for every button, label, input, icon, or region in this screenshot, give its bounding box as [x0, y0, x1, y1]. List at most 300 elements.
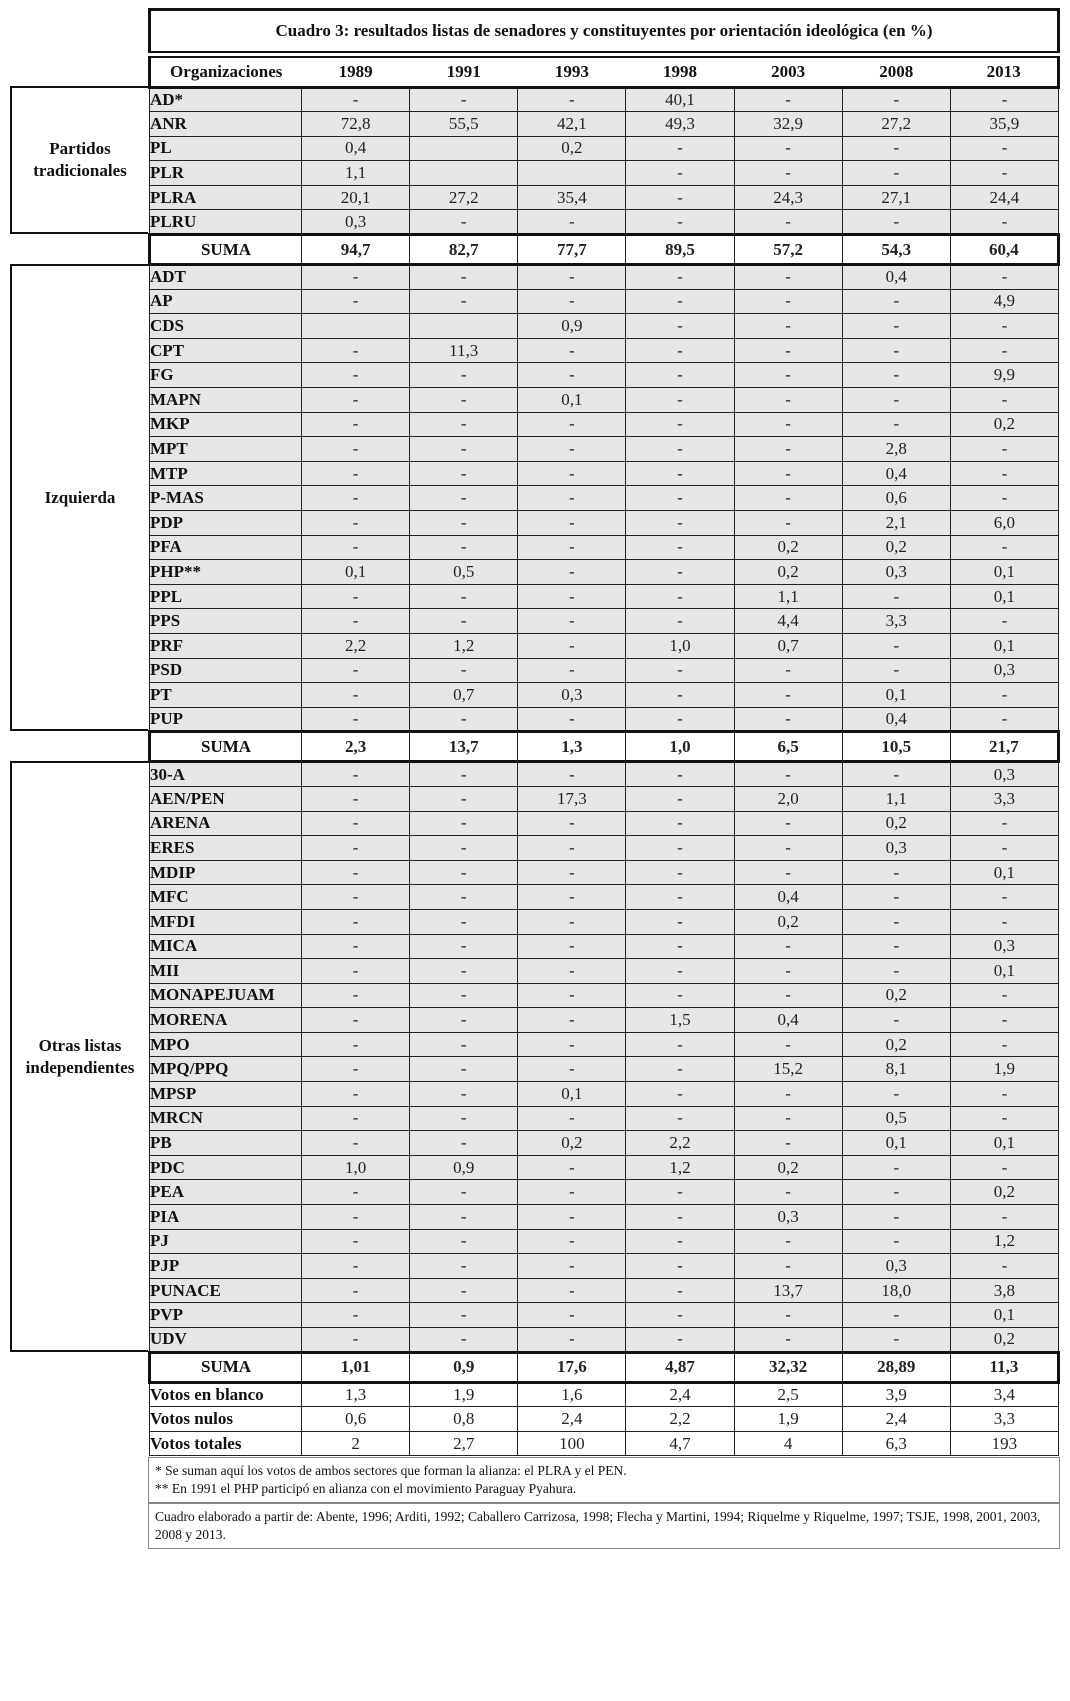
value-cell: - — [734, 1180, 842, 1205]
value-cell: 9,9 — [950, 363, 1058, 388]
value-cell: 8,1 — [842, 1057, 950, 1082]
value-cell: - — [626, 683, 734, 708]
value-cell: - — [410, 1057, 518, 1082]
value-cell: - — [950, 1008, 1058, 1033]
value-cell: - — [302, 388, 410, 413]
value-cell: - — [950, 87, 1058, 112]
org-cell: PB — [150, 1131, 302, 1156]
value-cell: - — [842, 584, 950, 609]
org-cell: Votos totales — [150, 1431, 302, 1456]
value-cell: - — [518, 560, 626, 585]
value-cell: 0,9 — [410, 1155, 518, 1180]
value-cell: 27,2 — [410, 185, 518, 210]
value-cell: - — [302, 1303, 410, 1328]
value-cell: - — [410, 461, 518, 486]
value-cell: - — [734, 1303, 842, 1328]
org-cell: MPSP — [150, 1082, 302, 1107]
header-year: 1989 — [302, 57, 410, 87]
header-row — [150, 57, 1059, 87]
value-cell: - — [626, 486, 734, 511]
value-cell: - — [842, 87, 950, 112]
suma-row — [150, 732, 1059, 762]
org-cell: ERES — [150, 836, 302, 861]
value-cell: - — [626, 1082, 734, 1107]
value-cell: - — [518, 535, 626, 560]
value-cell: - — [410, 1328, 518, 1353]
value-cell: - — [950, 486, 1058, 511]
table-row — [150, 885, 1059, 910]
value-cell: - — [842, 161, 950, 186]
header-year: 1993 — [518, 57, 626, 87]
value-cell: - — [842, 885, 950, 910]
table-row — [150, 289, 1059, 314]
header-year: 2003 — [734, 57, 842, 87]
org-cell: PVP — [150, 1303, 302, 1328]
value-cell: - — [410, 535, 518, 560]
value-cell: 0,1 — [950, 1303, 1058, 1328]
value-cell: - — [626, 1180, 734, 1205]
value-cell: - — [626, 1205, 734, 1230]
value-cell: - — [410, 934, 518, 959]
value-cell: - — [302, 836, 410, 861]
value-cell: 0,2 — [734, 560, 842, 585]
org-cell: PRF — [150, 633, 302, 658]
table-row — [150, 1205, 1059, 1230]
org-cell: CPT — [150, 338, 302, 363]
table-row — [150, 1106, 1059, 1131]
value-cell: - — [302, 437, 410, 462]
table-row — [150, 1229, 1059, 1254]
org-cell: AP — [150, 289, 302, 314]
value-cell: - — [950, 461, 1058, 486]
value-cell: - — [626, 363, 734, 388]
value-cell: - — [302, 1106, 410, 1131]
table-row — [150, 786, 1059, 811]
table-row — [150, 860, 1059, 885]
value-cell: 4 — [734, 1431, 842, 1456]
value-cell: 0,2 — [950, 1180, 1058, 1205]
value-cell: - — [626, 762, 734, 787]
table-row — [150, 1131, 1059, 1156]
value-cell: 13,7 — [410, 732, 518, 762]
value-cell: - — [950, 265, 1058, 290]
value-cell: 2,2 — [626, 1131, 734, 1156]
org-cell: PLRA — [150, 185, 302, 210]
org-cell: MFC — [150, 885, 302, 910]
value-cell: - — [518, 1328, 626, 1353]
value-cell: 32,9 — [734, 112, 842, 137]
value-cell: - — [626, 1032, 734, 1057]
value-cell: - — [950, 707, 1058, 732]
value-cell: 0,4 — [842, 461, 950, 486]
footnote-2: ** En 1991 el PHP participó en alianza con el movimiento Paraguay Pyahura. — [155, 1481, 577, 1496]
value-cell: - — [518, 983, 626, 1008]
org-cell: PFA — [150, 535, 302, 560]
table-row — [150, 1328, 1059, 1353]
table-row — [150, 412, 1059, 437]
header-year: 2008 — [842, 57, 950, 87]
value-cell: 4,7 — [626, 1431, 734, 1456]
value-cell: 0,8 — [410, 1407, 518, 1432]
value-cell: 4,9 — [950, 289, 1058, 314]
value-cell: - — [518, 486, 626, 511]
value-cell: - — [734, 486, 842, 511]
org-cell: 30-A — [150, 762, 302, 787]
table-row — [150, 338, 1059, 363]
value-cell: 4,4 — [734, 609, 842, 634]
value-cell: - — [626, 707, 734, 732]
value-cell: - — [842, 1303, 950, 1328]
value-cell: - — [950, 1205, 1058, 1230]
value-cell: - — [518, 363, 626, 388]
value-cell: - — [626, 388, 734, 413]
value-cell: 0,9 — [518, 314, 626, 339]
value-cell: - — [734, 658, 842, 683]
value-cell: - — [410, 909, 518, 934]
value-cell: - — [302, 535, 410, 560]
table-row — [150, 388, 1059, 413]
value-cell: 35,4 — [518, 185, 626, 210]
value-cell: - — [950, 609, 1058, 634]
org-cell: PLRU — [150, 210, 302, 235]
value-cell: 11,3 — [410, 338, 518, 363]
value-cell: 4,87 — [626, 1352, 734, 1382]
value-cell: - — [410, 388, 518, 413]
value-cell: - — [626, 786, 734, 811]
value-cell: 0,3 — [950, 934, 1058, 959]
org-cell: ADT — [150, 265, 302, 290]
table-row — [150, 363, 1059, 388]
value-cell: - — [842, 1205, 950, 1230]
value-cell: - — [734, 289, 842, 314]
value-cell: - — [518, 1303, 626, 1328]
value-cell: - — [626, 338, 734, 363]
group-label-partidos-tradicionales: Partidos tradicionales — [10, 86, 148, 234]
value-cell: 6,3 — [842, 1431, 950, 1456]
value-cell: - — [410, 1032, 518, 1057]
value-cell: - — [302, 983, 410, 1008]
value-cell: - — [950, 210, 1058, 235]
org-cell: SUMA — [150, 1352, 302, 1382]
value-cell: - — [842, 1180, 950, 1205]
value-cell: - — [950, 314, 1058, 339]
value-cell: - — [518, 1155, 626, 1180]
value-cell: - — [410, 1082, 518, 1107]
value-cell: 0,1 — [950, 1131, 1058, 1156]
value-cell: - — [626, 584, 734, 609]
value-cell: 0,4 — [302, 136, 410, 161]
value-cell: 0,2 — [734, 1155, 842, 1180]
org-cell: MPO — [150, 1032, 302, 1057]
org-cell: MFDI — [150, 909, 302, 934]
value-cell: 0,4 — [842, 707, 950, 732]
table-row — [150, 658, 1059, 683]
table-row — [150, 265, 1059, 290]
org-cell: Votos en blanco — [150, 1382, 302, 1407]
value-cell: - — [410, 363, 518, 388]
value-cell: - — [410, 1278, 518, 1303]
value-cell: 0,2 — [842, 1032, 950, 1057]
value-cell: 2 — [302, 1431, 410, 1456]
value-cell: 3,3 — [950, 1407, 1058, 1432]
value-cell: 0,2 — [734, 909, 842, 934]
org-cell: FG — [150, 363, 302, 388]
value-cell: 0,3 — [842, 560, 950, 585]
org-cell: MORENA — [150, 1008, 302, 1033]
value-cell: - — [302, 1131, 410, 1156]
value-cell: - — [734, 363, 842, 388]
value-cell: - — [410, 584, 518, 609]
value-cell: 0,5 — [410, 560, 518, 585]
value-cell: - — [842, 1155, 950, 1180]
value-cell: - — [518, 885, 626, 910]
value-cell: 2,4 — [626, 1382, 734, 1407]
value-cell: - — [950, 1155, 1058, 1180]
value-cell: - — [302, 860, 410, 885]
org-cell: SUMA — [150, 235, 302, 265]
table-row — [150, 983, 1059, 1008]
value-cell: - — [410, 762, 518, 787]
value-cell: 1,0 — [626, 732, 734, 762]
value-cell: - — [950, 1032, 1058, 1057]
table-row — [150, 1180, 1059, 1205]
org-cell: SUMA — [150, 732, 302, 762]
value-cell: - — [626, 1106, 734, 1131]
value-cell: - — [734, 437, 842, 462]
value-cell: 1,9 — [410, 1382, 518, 1407]
value-cell: - — [302, 1032, 410, 1057]
value-cell: - — [410, 437, 518, 462]
value-cell: - — [626, 437, 734, 462]
value-cell: 2,2 — [626, 1407, 734, 1432]
value-cell: - — [950, 885, 1058, 910]
value-cell: - — [302, 959, 410, 984]
value-cell: - — [518, 633, 626, 658]
value-cell: - — [302, 1205, 410, 1230]
value-cell: 0,7 — [734, 633, 842, 658]
value-cell: - — [410, 983, 518, 1008]
value-cell: - — [518, 1057, 626, 1082]
value-cell: - — [626, 289, 734, 314]
value-cell: 0,6 — [302, 1407, 410, 1432]
value-cell: - — [302, 412, 410, 437]
value-cell: 0,3 — [518, 683, 626, 708]
value-cell: - — [734, 338, 842, 363]
value-cell: - — [734, 1106, 842, 1131]
value-cell: 1,9 — [734, 1407, 842, 1432]
value-cell: 2,5 — [734, 1382, 842, 1407]
value-cell: 17,3 — [518, 786, 626, 811]
value-cell: 2,1 — [842, 511, 950, 536]
suma-row — [150, 1352, 1059, 1382]
value-cell: - — [950, 1254, 1058, 1279]
table-row — [150, 210, 1059, 235]
value-cell: - — [842, 338, 950, 363]
value-cell: 0,2 — [842, 983, 950, 1008]
value-cell: - — [626, 412, 734, 437]
value-cell: 77,7 — [518, 235, 626, 265]
org-cell: MII — [150, 959, 302, 984]
value-cell: 15,2 — [734, 1057, 842, 1082]
source-note — [148, 1503, 1060, 1549]
org-cell: UDV — [150, 1328, 302, 1353]
value-cell: 13,7 — [734, 1278, 842, 1303]
table-title: Cuadro 3: resultados listas de senadores y constituyentes por orientación ideológica (en %) — [148, 8, 1060, 53]
table-row — [150, 1008, 1059, 1033]
value-cell: - — [410, 1008, 518, 1033]
value-cell: - — [518, 1205, 626, 1230]
value-cell: 0,1 — [950, 633, 1058, 658]
value-cell: - — [734, 388, 842, 413]
value-cell: 3,9 — [842, 1382, 950, 1407]
value-cell: - — [518, 461, 626, 486]
org-cell: MKP — [150, 412, 302, 437]
value-cell: - — [410, 836, 518, 861]
value-cell: - — [734, 934, 842, 959]
value-cell: - — [518, 338, 626, 363]
value-cell: - — [950, 437, 1058, 462]
table-row — [150, 535, 1059, 560]
value-cell: 0,1 — [302, 560, 410, 585]
org-cell: PUNACE — [150, 1278, 302, 1303]
value-cell: - — [842, 1082, 950, 1107]
org-cell: PSD — [150, 658, 302, 683]
org-cell: PT — [150, 683, 302, 708]
value-cell: 49,3 — [626, 112, 734, 137]
value-cell: 0,1 — [950, 959, 1058, 984]
value-cell: - — [626, 811, 734, 836]
value-cell: - — [842, 658, 950, 683]
value-cell: 0,2 — [518, 136, 626, 161]
footnote-1: * Se suman aquí los votos de ambos sectores que forman la alianza: el PLRA y el PEN. — [155, 1463, 627, 1478]
value-cell: - — [302, 511, 410, 536]
value-cell: - — [302, 363, 410, 388]
value-cell: 0,1 — [950, 860, 1058, 885]
value-cell: - — [626, 136, 734, 161]
header-year: 1998 — [626, 57, 734, 87]
table-row — [150, 461, 1059, 486]
value-cell: 1,1 — [842, 786, 950, 811]
value-cell: - — [626, 1328, 734, 1353]
value-cell: - — [302, 1057, 410, 1082]
value-cell: 1,3 — [302, 1382, 410, 1407]
table-row — [150, 1082, 1059, 1107]
value-cell: - — [734, 1032, 842, 1057]
value-cell: - — [842, 934, 950, 959]
org-cell: MAPN — [150, 388, 302, 413]
org-cell: PL — [150, 136, 302, 161]
value-cell: - — [518, 909, 626, 934]
value-cell: 2,8 — [842, 437, 950, 462]
table-row — [150, 185, 1059, 210]
value-cell: - — [626, 535, 734, 560]
value-cell: - — [626, 836, 734, 861]
value-cell: - — [626, 609, 734, 634]
table-row — [150, 437, 1059, 462]
table-row — [150, 1278, 1059, 1303]
value-cell: - — [410, 786, 518, 811]
value-cell: 1,01 — [302, 1352, 410, 1382]
value-cell: 0,3 — [302, 210, 410, 235]
value-cell: 1,0 — [626, 633, 734, 658]
value-cell: 0,1 — [518, 1082, 626, 1107]
value-cell: 1,5 — [626, 1008, 734, 1033]
value-cell: - — [734, 511, 842, 536]
value-cell: 0,7 — [410, 683, 518, 708]
value-cell: - — [518, 860, 626, 885]
value-cell: - — [626, 909, 734, 934]
value-cell: - — [842, 314, 950, 339]
value-cell: - — [410, 609, 518, 634]
value-cell: - — [518, 1278, 626, 1303]
summary-row — [150, 1431, 1059, 1456]
value-cell: - — [302, 909, 410, 934]
value-cell: - — [410, 87, 518, 112]
value-cell: - — [518, 87, 626, 112]
value-cell: - — [626, 185, 734, 210]
value-cell: - — [410, 959, 518, 984]
value-cell: 89,5 — [626, 235, 734, 265]
value-cell: - — [734, 762, 842, 787]
value-cell: 27,1 — [842, 185, 950, 210]
value-cell: - — [302, 658, 410, 683]
value-cell: 42,1 — [518, 112, 626, 137]
value-cell: - — [410, 265, 518, 290]
value-cell: - — [734, 1229, 842, 1254]
value-cell: 0,3 — [842, 836, 950, 861]
value-cell: 1,2 — [410, 633, 518, 658]
value-cell: - — [302, 885, 410, 910]
table-row — [150, 1032, 1059, 1057]
org-cell: ARENA — [150, 811, 302, 836]
value-cell: - — [842, 289, 950, 314]
value-cell: 94,7 — [302, 235, 410, 265]
org-cell: PUP — [150, 707, 302, 732]
table-row — [150, 811, 1059, 836]
value-cell: - — [626, 959, 734, 984]
value-cell: 0,3 — [734, 1205, 842, 1230]
value-cell: - — [950, 136, 1058, 161]
value-cell: 6,5 — [734, 732, 842, 762]
value-cell: - — [626, 511, 734, 536]
value-cell: - — [950, 338, 1058, 363]
value-cell: 55,5 — [410, 112, 518, 137]
value-cell: 0,4 — [734, 885, 842, 910]
value-cell: 0,9 — [410, 1352, 518, 1382]
value-cell: - — [734, 1328, 842, 1353]
value-cell: - — [626, 210, 734, 235]
org-cell: MPQ/PPQ — [150, 1057, 302, 1082]
value-cell: 0,5 — [842, 1106, 950, 1131]
value-cell: 72,8 — [302, 112, 410, 137]
value-cell: 0,6 — [842, 486, 950, 511]
org-cell: MDIP — [150, 860, 302, 885]
value-cell: - — [410, 1131, 518, 1156]
org-cell: AD* — [150, 87, 302, 112]
value-cell: 0,2 — [950, 412, 1058, 437]
value-cell — [410, 161, 518, 186]
value-cell: - — [734, 161, 842, 186]
table-body — [150, 87, 1059, 1456]
value-cell: - — [302, 87, 410, 112]
value-cell: - — [518, 1008, 626, 1033]
value-cell: 1,9 — [950, 1057, 1058, 1082]
value-cell: - — [626, 1303, 734, 1328]
org-cell: ANR — [150, 112, 302, 137]
value-cell: - — [950, 811, 1058, 836]
table-row — [150, 934, 1059, 959]
value-cell: - — [518, 265, 626, 290]
